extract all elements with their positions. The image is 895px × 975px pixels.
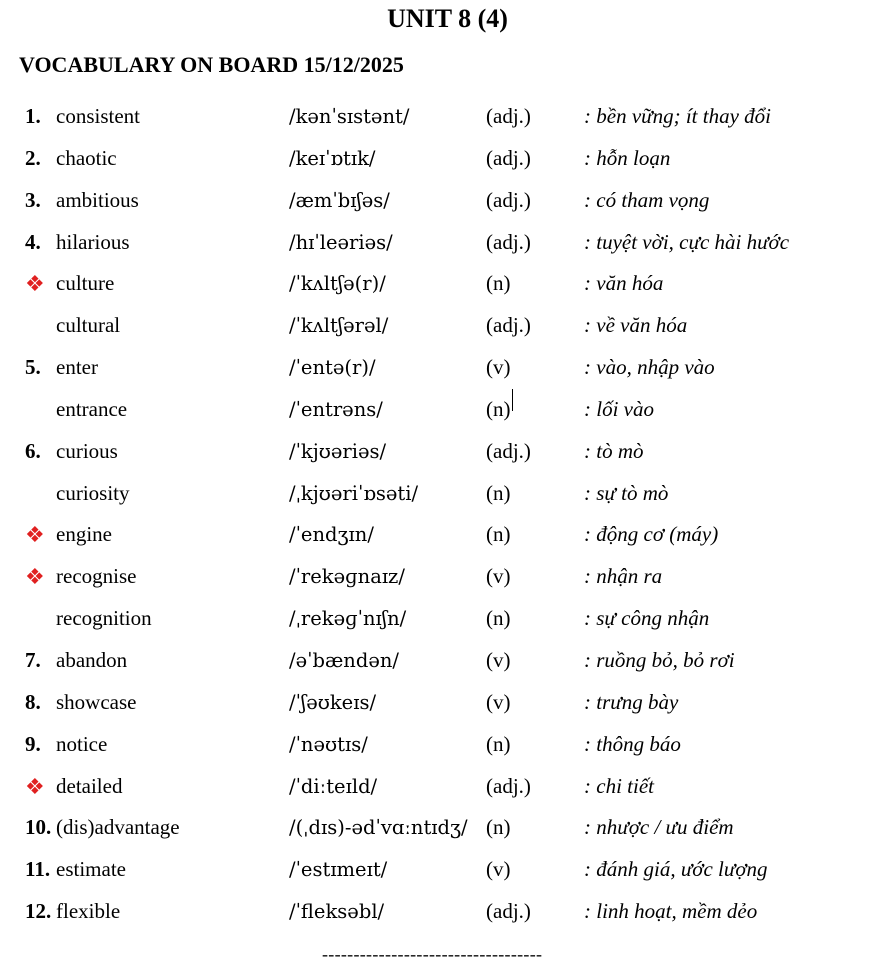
vocab-meaning-text: : động cơ (máy) <box>584 522 719 547</box>
vocab-meaning-text: : lối vào <box>584 396 654 421</box>
vocab-meaning-text: : linh hoạt, mềm dẻo <box>584 899 758 924</box>
vocab-word-text: detailed <box>56 773 123 798</box>
vocab-word-text: chaotic <box>56 145 117 170</box>
vocab-ipa <box>289 473 418 515</box>
vocab-ipa-text: /ˌkjʊəriˈɒsəti/ <box>289 481 419 505</box>
vocab-word-text: consistent <box>56 104 140 128</box>
entry-number: 6. <box>25 438 41 463</box>
vocab-ipa <box>289 305 388 347</box>
vocab-word <box>56 96 140 138</box>
page-title: UNIT 8 (4) <box>387 4 508 33</box>
vocab-word <box>56 389 127 431</box>
vocab-part-of-speech <box>486 263 511 305</box>
vocab-part-of-speech-text: (n) <box>486 522 511 547</box>
vocab-word <box>56 138 117 180</box>
vocab-meaning <box>584 347 715 389</box>
vocab-ipa-text: /ˈentrəns/ <box>289 397 383 421</box>
vocab-part-of-speech <box>486 724 511 766</box>
vocab-meaning <box>584 807 734 849</box>
entry-number: 3. <box>25 187 41 212</box>
diamond-bullet-icon: ❖ <box>25 522 45 548</box>
vocab-word-text: engine <box>56 522 112 547</box>
vocabulary-list <box>0 96 895 933</box>
vocab-word <box>56 556 136 598</box>
vocab-part-of-speech-text: (adj.) <box>486 899 531 924</box>
vocab-meaning <box>584 180 709 222</box>
vocab-ipa <box>289 96 409 138</box>
vocab-ipa <box>289 682 376 724</box>
vocab-ipa-text: /ˈnəʊtɪs/ <box>289 732 368 756</box>
vocab-meaning <box>584 389 654 431</box>
vocab-meaning <box>584 96 771 138</box>
vocab-word-text: estimate <box>56 857 126 882</box>
vocab-meaning <box>584 263 663 305</box>
vocab-part-of-speech <box>486 849 511 891</box>
vocab-meaning <box>584 891 757 933</box>
vocab-part-of-speech-text: (adj.) <box>486 313 531 338</box>
vocab-word-text: culture <box>56 271 115 296</box>
vocab-meaning <box>584 473 668 515</box>
vocab-row <box>0 96 895 138</box>
vocab-word-text: recognise <box>56 564 137 589</box>
vocab-row <box>0 849 895 891</box>
vocab-part-of-speech-text: (v) <box>486 647 511 672</box>
vocab-part-of-speech <box>486 891 531 933</box>
vocab-ipa-text: /ˈʃəʊkeɪs/ <box>289 690 377 714</box>
vocab-ipa-text: /kənˈsɪstənt/ <box>289 105 410 128</box>
vocab-word <box>56 431 118 473</box>
vocab-row <box>0 263 895 305</box>
vocab-word <box>56 682 136 724</box>
vocab-meaning-text: : sự tò mò <box>584 480 669 505</box>
entry-number: 5. <box>25 355 41 380</box>
entry-number: 7. <box>25 647 41 672</box>
vocab-part-of-speech <box>486 640 511 682</box>
vocab-ipa <box>289 138 375 180</box>
vocab-row <box>0 473 895 515</box>
vocab-ipa <box>289 180 390 222</box>
footer-divider: ----------------------------------- <box>322 944 543 964</box>
vocab-ipa-text: /ˈkjʊəriəs/ <box>289 439 387 463</box>
vocab-word-text: enter <box>56 355 98 380</box>
vocab-row <box>0 891 895 933</box>
vocab-meaning-text: : bền vững; ít thay đổi <box>584 104 771 128</box>
vocab-word <box>56 766 122 808</box>
vocab-ipa <box>289 807 468 849</box>
vocab-meaning-text: : thông báo <box>584 731 681 756</box>
vocab-word-text: notice <box>56 731 108 756</box>
vocab-part-of-speech <box>486 556 511 598</box>
vocab-ipa <box>289 640 399 682</box>
vocab-row <box>0 766 895 808</box>
vocab-ipa-text: /keɪˈɒtɪk/ <box>289 146 376 170</box>
vocab-ipa-text: /hɪˈleəriəs/ <box>289 230 393 254</box>
vocab-ipa <box>289 222 393 264</box>
vocab-part-of-speech <box>486 180 531 222</box>
vocab-word-text: showcase <box>56 689 137 714</box>
vocab-meaning-text: : ruồng bỏ, bỏ rơi <box>584 647 735 672</box>
vocab-word <box>56 347 98 389</box>
vocab-word-text: recognition <box>56 606 152 631</box>
vocab-ipa-text: /æmˈbɪʃəs/ <box>289 188 390 212</box>
vocab-ipa <box>289 849 387 891</box>
vocab-meaning <box>584 598 709 640</box>
vocab-ipa-text: /(ˌdɪs)-ədˈvɑːntɪdʒ/ <box>289 816 468 840</box>
vocab-meaning <box>584 724 681 766</box>
vocab-ipa <box>289 556 405 598</box>
vocab-word-text: curious <box>56 438 118 463</box>
vocab-part-of-speech-text: (adj.) <box>486 229 531 254</box>
vocab-row <box>0 347 895 389</box>
vocab-part-of-speech-text: (v) <box>486 857 511 882</box>
diamond-bullet-icon: ❖ <box>25 271 45 297</box>
entry-number: 11. <box>25 857 51 882</box>
vocab-part-of-speech-text: (adj.) <box>486 104 531 128</box>
vocab-row <box>0 180 895 222</box>
vocab-part-of-speech-text: (v) <box>486 564 511 589</box>
vocab-word-text: curiosity <box>56 480 130 505</box>
vocab-ipa <box>289 766 377 808</box>
vocab-meaning <box>584 431 644 473</box>
vocab-word <box>56 891 120 933</box>
vocab-part-of-speech-text: (n) <box>486 606 511 631</box>
vocab-word <box>56 180 139 222</box>
vocab-meaning-text: : vào, nhập vào <box>584 355 715 380</box>
vocab-meaning-text: : có tham vọng <box>584 187 710 212</box>
vocab-part-of-speech-text: (adj.) <box>486 187 531 212</box>
vocab-meaning-text: : chi tiết <box>584 773 654 798</box>
vocab-meaning-text: : văn hóa <box>584 271 664 296</box>
vocab-meaning <box>584 849 768 891</box>
vocab-word-text: entrance <box>56 396 128 421</box>
vocab-ipa-text: /ˈrekəɡnaɪz/ <box>289 565 405 589</box>
entry-number: 10. <box>25 815 52 840</box>
vocab-row <box>0 556 895 598</box>
vocab-ipa <box>289 724 368 766</box>
vocab-word <box>56 849 126 891</box>
vocab-word <box>56 807 180 849</box>
vocab-ipa <box>289 347 376 389</box>
vocab-part-of-speech <box>486 473 511 515</box>
vocab-part-of-speech-text: (adj.) <box>486 438 531 463</box>
vocab-part-of-speech-text: (v) <box>486 355 511 380</box>
vocab-meaning-text: : trưng bày <box>584 689 679 714</box>
vocab-meaning <box>584 514 718 556</box>
vocab-ipa-text: /əˈbændən/ <box>289 648 399 672</box>
vocab-ipa <box>289 891 384 933</box>
vocab-part-of-speech-text: (n) <box>486 815 511 840</box>
vocab-word-text: ambitious <box>56 187 139 212</box>
vocab-ipa-text: /ˈestɪmeɪt/ <box>289 858 388 882</box>
vocab-ipa-text: /ˈkʌltʃə(r)/ <box>289 272 386 296</box>
vocab-meaning-text: : về văn hóa <box>584 313 688 338</box>
vocab-meaning-text: : sự công nhận <box>584 606 710 631</box>
vocab-part-of-speech <box>486 138 531 180</box>
entry-number: 9. <box>25 731 41 756</box>
vocab-meaning <box>584 222 789 264</box>
vocab-part-of-speech-text: (n) <box>486 480 511 505</box>
vocab-row <box>0 305 895 347</box>
vocab-part-of-speech <box>486 682 511 724</box>
vocab-part-of-speech-text: (n) <box>486 731 511 756</box>
diamond-bullet-icon: ❖ <box>25 773 45 799</box>
entry-number: 2. <box>25 145 41 170</box>
vocab-word-text: cultural <box>56 313 121 338</box>
vocab-meaning <box>584 766 654 808</box>
vocab-part-of-speech <box>486 807 511 849</box>
vocab-word <box>56 305 120 347</box>
vocab-meaning-text: : nhận ra <box>584 564 663 589</box>
vocab-word <box>56 640 127 682</box>
vocab-row <box>0 640 895 682</box>
vocab-word <box>56 222 130 264</box>
vocab-part-of-speech <box>486 222 531 264</box>
vocab-row <box>0 389 895 431</box>
vocab-row <box>0 682 895 724</box>
vocab-word <box>56 263 114 305</box>
vocab-part-of-speech <box>486 598 511 640</box>
vocab-ipa <box>289 389 383 431</box>
vocab-part-of-speech <box>486 305 531 347</box>
vocab-word <box>56 473 130 515</box>
vocab-row <box>0 138 895 180</box>
vocab-part-of-speech <box>486 766 531 808</box>
vocab-word-text: hilarious <box>56 229 130 254</box>
vocab-ipa-text: /ˈentə(r)/ <box>289 356 376 380</box>
vocab-ipa-text: /ˈfleksəbl/ <box>289 900 385 924</box>
vocab-ipa <box>289 598 406 640</box>
vocab-row <box>0 598 895 640</box>
vocab-row <box>0 514 895 556</box>
vocab-row <box>0 431 895 473</box>
vocab-part-of-speech <box>486 347 511 389</box>
vocab-meaning <box>584 640 735 682</box>
vocab-ipa-text: /ˈdiːteɪld/ <box>289 774 378 798</box>
vocab-ipa-text: /ˈendʒɪn/ <box>289 523 374 547</box>
vocab-part-of-speech-text: (adj.) <box>486 145 531 170</box>
vocab-part-of-speech <box>486 96 531 138</box>
vocab-meaning <box>584 138 670 180</box>
vocab-word <box>56 598 152 640</box>
vocab-ipa <box>289 514 374 556</box>
vocab-part-of-speech <box>486 431 531 473</box>
vocab-meaning-text: : nhược / ưu điểm <box>584 815 734 840</box>
vocab-row <box>0 807 895 849</box>
vocab-part-of-speech-text: (n) <box>486 271 511 296</box>
vocab-meaning <box>584 682 678 724</box>
vocab-ipa <box>289 263 386 305</box>
vocab-part-of-speech <box>486 514 511 556</box>
vocab-word-text: flexible <box>56 899 121 924</box>
entry-number: 12. <box>25 899 52 924</box>
vocab-row <box>0 724 895 766</box>
vocab-row <box>0 222 895 264</box>
entry-number: 8. <box>25 689 41 714</box>
vocab-meaning-text: : tò mò <box>584 438 644 463</box>
vocab-word <box>56 724 107 766</box>
vocab-meaning-text: : tuyệt vời, cực hài hước <box>584 229 790 254</box>
vocab-meaning <box>584 556 662 598</box>
vocab-part-of-speech-text: (v) <box>486 689 511 714</box>
vocab-word-text: abandon <box>56 647 128 672</box>
entry-number: 1. <box>25 104 41 128</box>
vocab-ipa-text: /ˌrekəɡˈnɪʃn/ <box>289 607 407 631</box>
page-subtitle: VOCABULARY ON BOARD 15/12/2025 <box>19 52 404 77</box>
vocab-ipa <box>289 431 386 473</box>
vocab-meaning <box>584 305 687 347</box>
text-cursor <box>512 389 513 411</box>
vocab-part-of-speech-text: (adj.) <box>486 773 531 798</box>
vocab-meaning-text: : đánh giá, ước lượng <box>584 857 768 882</box>
vocab-meaning-text: : hỗn loạn <box>584 145 671 170</box>
vocab-ipa-text: /ˈkʌltʃərəl/ <box>289 314 389 338</box>
diamond-bullet-icon: ❖ <box>25 564 45 590</box>
vocab-word-text: (dis)advantage <box>56 815 180 840</box>
vocab-word <box>56 514 112 556</box>
vocab-part-of-speech-text: (n) <box>486 396 511 421</box>
entry-number: 4. <box>25 229 41 254</box>
vocab-part-of-speech <box>486 389 511 431</box>
